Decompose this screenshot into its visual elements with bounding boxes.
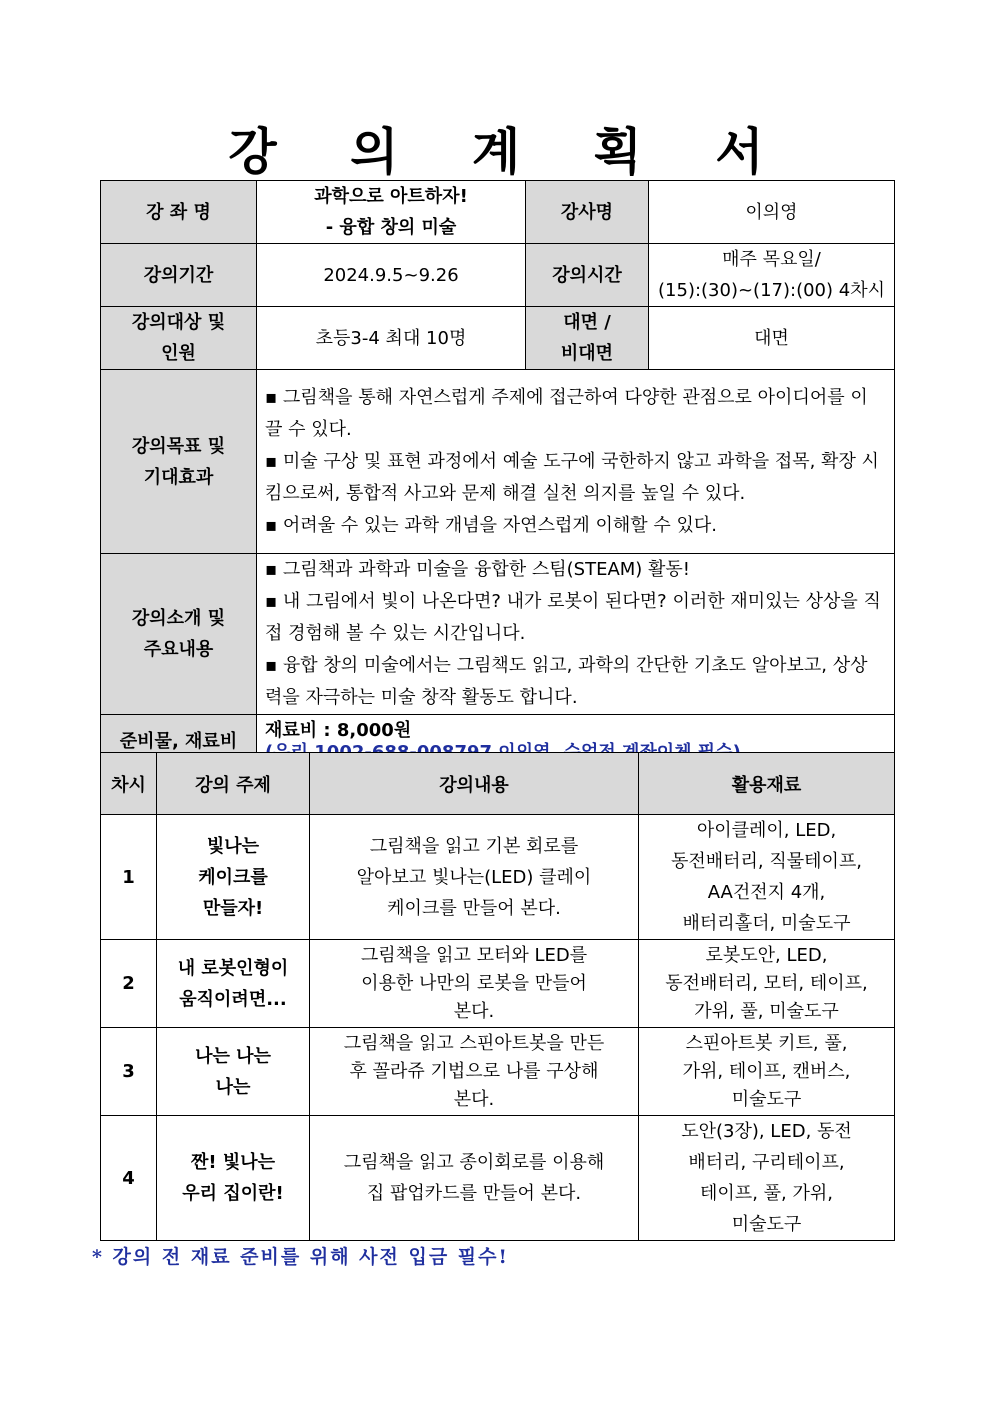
session-topic [157, 1116, 310, 1241]
materials-line: 배터리홀더, 미술도구 [682, 913, 851, 934]
materials-line: 가위, 테이프, 캔버스, [682, 1060, 851, 1082]
intro-label [101, 554, 257, 715]
instructor-name: 이의영 [649, 181, 895, 244]
mode-label [526, 307, 649, 370]
materials-line: 동전배터리, 모터, 테이프, [665, 972, 868, 994]
content-line: 본다. [453, 1000, 495, 1022]
table-row [101, 940, 895, 1028]
intro-label-line2: 주요내용 [143, 639, 214, 660]
content-line: 케이크를 만들어 본다. [387, 897, 561, 919]
course-name [257, 181, 526, 244]
info-table [100, 180, 895, 769]
target-label-line2: 인원 [161, 343, 196, 364]
period-label: 강의기간 [101, 244, 257, 307]
goals-content [257, 370, 895, 554]
session-content [310, 815, 639, 940]
topic-line: 나는 [215, 1076, 251, 1098]
content-line: 그림책을 읽고 기본 회로를 [369, 835, 579, 857]
header-topic: 강의 주제 [157, 753, 310, 815]
time-value [649, 244, 895, 307]
topic-line: 짠! 빛나는 [190, 1152, 276, 1173]
time-line2: (15):(30)~(17):(00) 4차시 [658, 280, 885, 301]
course-label: 강 좌 명 [101, 181, 257, 244]
materials-line: 아이클레이, LED, [696, 820, 837, 841]
header-session: 차시 [101, 753, 157, 815]
materials-fee: 재료비 : 8,000원 [265, 719, 412, 741]
materials-line: 로봇도안, LED, [705, 944, 828, 966]
page-title: 강 의 계 획 서 [228, 123, 792, 181]
goals-label-line2: 기대효과 [143, 466, 214, 488]
session-topic [157, 815, 310, 940]
time-line1: 매주 목요일/ [722, 249, 821, 270]
intro-item: ▪ 융합 창의 미술에서는 그림책도 읽고, 과학의 간단한 기초도 알아보고, 상상력을 자극하는 미술 창작 활동도 합니다. [265, 655, 868, 708]
schedule-table [100, 752, 895, 1241]
session-materials [639, 940, 895, 1028]
session-number: 1 [101, 815, 157, 940]
course-name-line2: - 융합 창의 미술 [325, 217, 457, 238]
materials-line: 동전배터리, 직물테이프, [670, 851, 863, 872]
content-line: 그림책을 읽고 종이회로를 이용해 [343, 1152, 605, 1173]
topic-line: 우리 집이란! [182, 1183, 284, 1204]
goal-item: ▪ 미술 구상 및 표현 과정에서 예술 도구에 국한하지 않고 과학을 접목, 확장 시킴으로써, 통합적 사고와 문제 해결 실천 의지를 높일 수 있다. [265, 450, 879, 504]
topic-line: 빛나는 [206, 835, 260, 857]
session-materials [639, 815, 895, 940]
session-topic [157, 1028, 310, 1116]
table-row [101, 1116, 895, 1241]
materials-line: 가위, 풀, 미술도구 [694, 1000, 839, 1022]
topic-line: 내 로봇인형이 [177, 957, 289, 979]
topic-line: 케이크를 [198, 866, 268, 888]
target-label [101, 307, 257, 370]
materials-line: 스핀아트봇 키트, 풀, [685, 1032, 848, 1054]
intro-label-line1: 강의소개 및 [131, 608, 226, 629]
mode-label-line2: 비대면 [560, 343, 614, 364]
materials-line: 미술도구 [731, 1088, 802, 1110]
goals-label-line1: 강의목표 및 [131, 435, 226, 457]
materials-line: AA건전지 4개, [707, 882, 826, 903]
materials-label: 준비물, 재료비 [101, 715, 257, 769]
content-line: 후 꼴라쥬 기법으로 나를 구상해 [349, 1060, 599, 1082]
intro-item: ▪ 내 그림에서 빛이 나온다면? 내가 로봇이 된다면? 이러한 재미있는 상상을 직접 경험해 볼 수 있는 시간입니다. [265, 591, 881, 644]
session-materials [639, 1116, 895, 1241]
mode-value: 대면 [649, 307, 895, 370]
intro-content [257, 554, 895, 715]
session-topic [157, 940, 310, 1028]
time-label: 강의시간 [526, 244, 649, 307]
topic-line: 만들자! [202, 897, 264, 919]
session-number: 2 [101, 940, 157, 1028]
session-content [310, 1028, 639, 1116]
materials-line: 배터리, 구리테이프, [688, 1152, 845, 1173]
materials-line: 미술도구 [731, 1214, 802, 1235]
prepayment-note: * 강의 전 재료 준비를 위해 사전 입금 필수! [92, 1246, 509, 1268]
content-line: 알아보고 빛나는(LED) 클레이 [356, 866, 592, 888]
topic-line: 움직이려면... [179, 988, 287, 1010]
session-number: 4 [101, 1116, 157, 1241]
goals-label [101, 370, 257, 554]
intro-item: ▪ 그림책과 과학과 미술을 융합한 스팀(STEAM) 활동! [265, 559, 691, 580]
course-name-line1: 과학으로 아트하자! [314, 186, 468, 207]
period-value: 2024.9.5~9.26 [257, 244, 526, 307]
session-content [310, 1116, 639, 1241]
content-line: 그림책을 읽고 모터와 LED를 [360, 944, 588, 966]
target-label-line1: 강의대상 및 [131, 312, 226, 333]
session-number: 3 [101, 1028, 157, 1116]
content-line: 그림책을 읽고 스핀아트봇을 만든 [343, 1032, 605, 1054]
mode-label-line1: 대면 / [563, 312, 611, 333]
materials-line: 테이프, 풀, 가위, [700, 1183, 833, 1204]
header-materials: 활용재료 [639, 753, 895, 815]
content-line: 집 팝업카드를 만들어 본다. [366, 1183, 582, 1204]
target-value: 초등3-4 최대 10명 [257, 307, 526, 370]
goal-item: ▪ 그림책을 통해 자연스럽게 주제에 접근하여 다양한 관점으로 아이디어를 이끌 수 있다. [265, 386, 868, 440]
session-content [310, 940, 639, 1028]
table-row [101, 815, 895, 940]
goal-item: ▪ 어려울 수 있는 과학 개념을 자연스럽게 이해할 수 있다. [265, 514, 717, 536]
content-line: 이용한 나만의 로봇을 만들어 [361, 972, 587, 994]
table-row [101, 1028, 895, 1116]
content-line: 본다. [453, 1088, 495, 1110]
header-content: 강의내용 [310, 753, 639, 815]
materials-line: 도안(3장), LED, 동전 [681, 1121, 852, 1142]
session-materials [639, 1028, 895, 1116]
topic-line: 나는 나는 [195, 1045, 271, 1067]
instructor-label: 강사명 [526, 181, 649, 244]
